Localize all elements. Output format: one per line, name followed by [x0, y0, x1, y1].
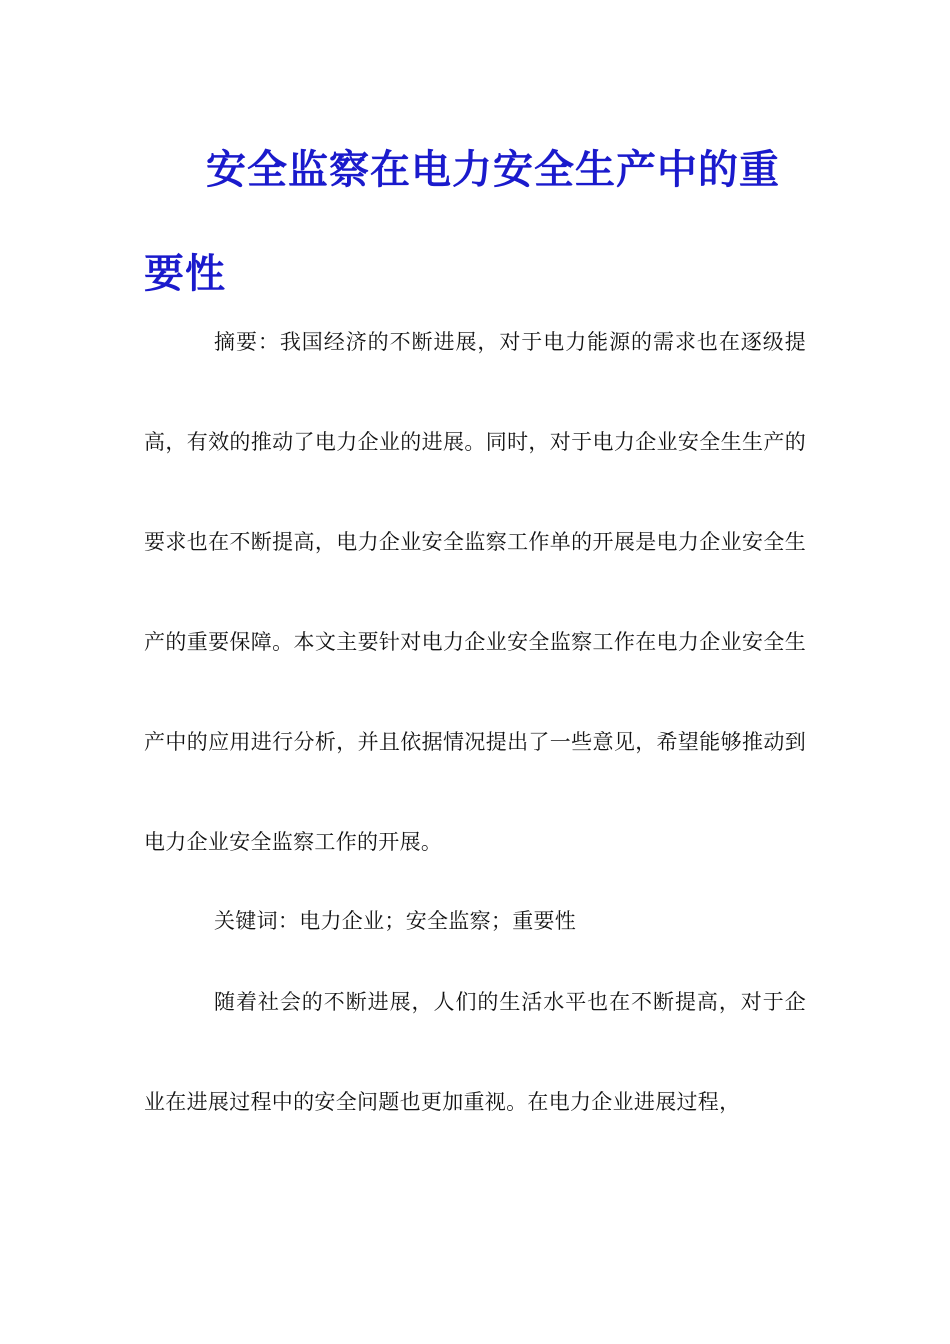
- keywords-line: 关键词：电力企业；安全监察；重要性: [214, 909, 577, 933]
- document-title: 安全监察在电力安全生产中的重要性: [144, 147, 780, 297]
- intro-paragraph: 随着社会的不断进展，人们的生活水平也在不断提高，对于企业在进展过程中的安全问题也更加重视。在电力企业进展过程，: [144, 990, 806, 1114]
- abstract-paragraph: 摘要：我国经济的不断进展，对于电力能源的需求也在逐级提高，有效的推动了电力企业的进展。同时，对于电力企业安全生生产的要求也在不断提高，电力企业安全监察工作单的开展是电力企业安全生产的重要保障。本文主要针对电力企业安全监察工作在电力企业安全生产中的应用进行分析，并且依据情况提出了一些意见，希望能够推动到电力企业安全监察工作的开展。: [144, 330, 806, 854]
